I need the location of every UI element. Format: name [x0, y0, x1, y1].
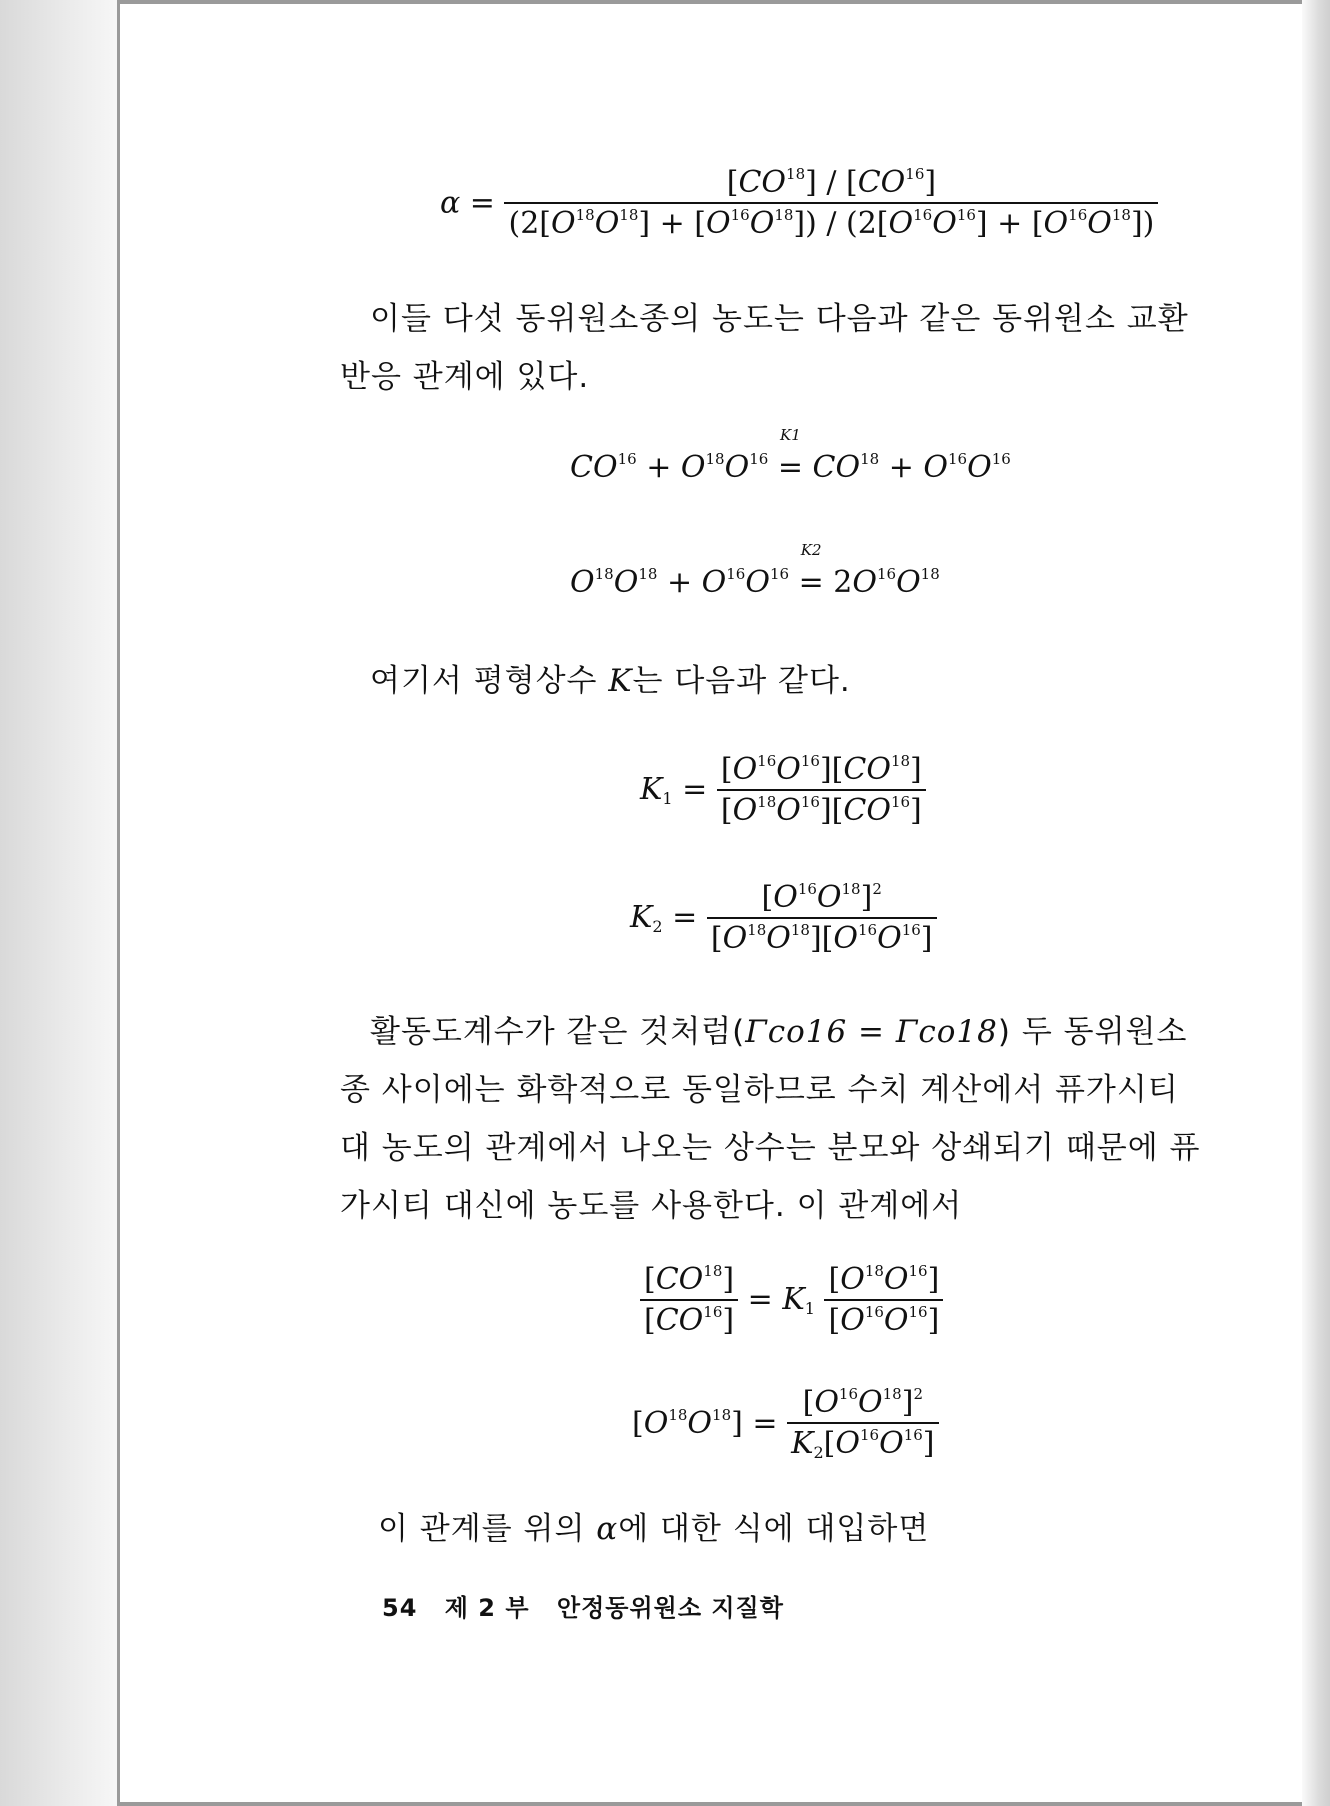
alpha-denominator: $(2[O^{18}O^{18}] + [O^{16}O^{18}]) / (2[O^{16}O^{16}] + [O^{16}O^{18}])$ — [504, 202, 1158, 241]
k1-lhs: $K_1$ = — [640, 772, 708, 808]
page-number: 54 — [382, 1594, 418, 1622]
alpha-lhs: α = — [440, 185, 495, 221]
paragraph-3-gamma: Γco16 = Γco18 — [745, 1014, 998, 1050]
relation-1-lhs-den: [CO$^{16}$] — [640, 1299, 738, 1338]
relation-1 — [640, 1262, 943, 1338]
k2-denominator: $[O^{18}O^{18}][O^{16}O^{16}]$ — [707, 917, 937, 956]
reaction-2-right: $2O^{16}O^{18}$ — [833, 565, 940, 600]
relation-1-rhs-num: $[O^{18}O^{16}]$ — [828, 1262, 940, 1297]
k2-numerator: $[O^{16}O^{18}]^2$ — [761, 880, 882, 915]
paragraph-3-pre: 활동도계수가 같은 것처럼( — [370, 1014, 746, 1050]
reaction-2-k: K2 — [800, 541, 822, 559]
page-edge-bottom — [120, 1802, 1302, 1806]
page-edge-right — [1302, 0, 1330, 1806]
paragraph-2 — [370, 652, 1240, 710]
paragraph-4-pre: 이 관계를 위의 — [378, 1511, 597, 1547]
relation-1-rhs-fraction — [824, 1262, 943, 1338]
relation-1-mid: = $K_1$ — [747, 1282, 815, 1318]
equation-k1 — [640, 752, 926, 828]
reaction-2-left: $O^{18}O^{18} + O^{16}O^{16}$ — [570, 565, 790, 600]
reaction-2-equals: K2 = — [798, 541, 824, 600]
page-edge-top — [120, 0, 1302, 4]
relation-2-fraction — [787, 1385, 938, 1462]
alpha-numerator: [CO$^{18}$] / [CO$^{16}$] — [726, 165, 937, 200]
page-footer — [382, 1588, 802, 1623]
paragraph-4 — [378, 1500, 1248, 1558]
k2-fraction — [707, 880, 937, 956]
footer-part: 제 2 부 — [444, 1594, 530, 1622]
relation-2-num: $[O^{16}O^{18}]^2$ — [802, 1385, 923, 1420]
relation-2-lhs: $[O^{18}O^{18}]$ = — [632, 1406, 778, 1441]
equation-k2 — [630, 880, 937, 956]
k1-denominator: $[O^{18}O^{16}][CO^{16}]$ — [717, 789, 926, 828]
relation-2 — [632, 1385, 939, 1462]
page-edge-left — [0, 0, 120, 1806]
k1-fraction — [717, 752, 926, 828]
relation-2-den: $K_2[O^{16}O^{16}]$ — [787, 1422, 938, 1462]
reaction-1-left: $CO^{16} + O^{18}O^{16}$ — [570, 450, 769, 485]
reaction-1-right: $CO^{18} + O^{16}O^{16}$ — [812, 450, 1011, 485]
paragraph-2-pre: 여기서 평형상수 — [370, 663, 609, 699]
k2-lhs: $K_2$ = — [630, 900, 698, 936]
paragraph-4-alpha: α — [596, 1511, 619, 1547]
paragraph-3 — [340, 1003, 1210, 1235]
relation-1-lhs-num: [CO$^{18}$] — [644, 1262, 735, 1297]
paragraph-1: 이들 다섯 동위원소종의 농도는 다음과 같은 동위원소 교환반응 관계에 있다. — [340, 301, 1189, 395]
reaction-1 — [570, 426, 1011, 485]
relation-1-rhs-den: $[O^{16}O^{16}]$ — [824, 1299, 943, 1338]
alpha-fraction — [504, 165, 1158, 241]
reaction-1-equals: K1 = — [777, 426, 803, 485]
footer-title: 안정동위원소 지질학 — [556, 1594, 784, 1622]
paragraph-4-post: 에 대한 식에 대입하면 — [618, 1511, 930, 1547]
paragraph-2-post: 는 다음과 같다. — [632, 663, 851, 699]
reaction-1-k: K1 — [780, 426, 801, 444]
paragraph-2-k: K — [608, 663, 633, 699]
relation-1-lhs-fraction — [640, 1262, 738, 1338]
k1-numerator: $[O^{16}O^{16}][CO^{18}]$ — [720, 752, 922, 787]
reaction-2 — [570, 541, 940, 600]
paragraph-3-post: ) 두 동위원소종 사이에는 화학적으로 동일하므로 수치 계산에서 퓨가시티 대 농도의 관계에서 나오는 상수는 분모와 상쇄되기 때문에 퓨가시티 대신에 농도를 사용한다. 이 관계에서 — [340, 1014, 1201, 1224]
equation-alpha — [440, 165, 1158, 241]
